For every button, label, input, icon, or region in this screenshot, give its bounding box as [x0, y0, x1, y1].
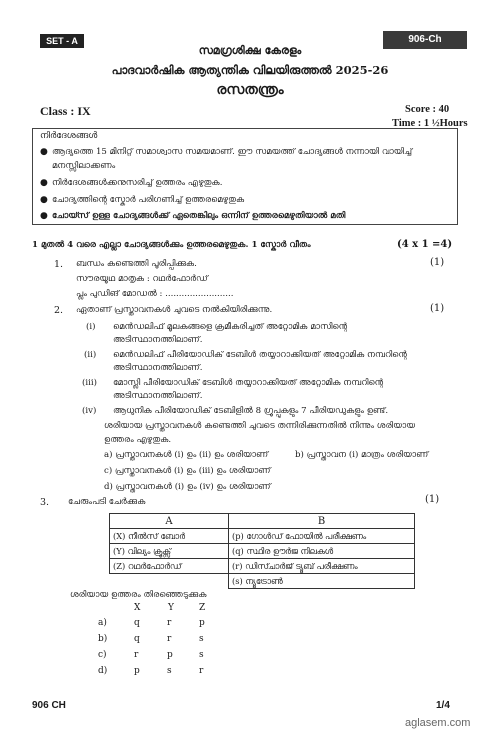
- bullet-icon: ●: [40, 178, 48, 188]
- table-row: [110, 559, 415, 574]
- table-row: [110, 529, 415, 544]
- page-number: 1/4: [436, 700, 450, 711]
- statement-number: (i): [86, 322, 96, 332]
- table-cell: (q) സ്ഥിര ഊർജ നിലകൾ: [229, 544, 415, 559]
- choice-x: q: [134, 634, 140, 644]
- bullet-icon: ●: [40, 195, 48, 205]
- grid-header-y: Y: [168, 603, 174, 613]
- statement-number: (ii): [84, 350, 97, 360]
- choice-z: r: [199, 666, 204, 676]
- q1-line-2: പ്ലം പുഡിങ് മോഡൽ : .........................: [76, 289, 234, 299]
- table-cell: (r) ഡിസ്ചാർജ് ട്യൂബ് പരീക്ഷണം: [229, 559, 415, 574]
- bullet-icon: ●: [40, 147, 48, 157]
- choice-label: a): [98, 618, 107, 628]
- question-marks: (1): [430, 303, 445, 314]
- choice-y: r: [167, 618, 172, 628]
- grid-header-x: X: [134, 603, 141, 613]
- table-row: [110, 544, 415, 559]
- instruction-item-continued: [52, 160, 447, 172]
- instruction-text: ചോദ്യത്തിന്റെ സ്കോർ പരിഗണിച്ച് ഉത്തരമെഴുതുക: [52, 195, 245, 205]
- statement-text: മോസ്ലി പീരിയോഡിക് ടേബിൾ തയ്യാറാക്കിയത് അറ്റോമിക നമ്പറിന്റെ: [113, 378, 384, 388]
- question-number: 1.: [54, 259, 64, 270]
- option-d: d) പ്രസ്താവനകൾ (i) ഉം (iv) ഉം ശരിയാണ്: [104, 482, 271, 492]
- table-row: [110, 574, 415, 589]
- choose-prompt: ശരിയായ ഉത്തരം തിരഞ്ഞെടുക്കുക: [70, 590, 207, 600]
- column-header-a: A: [110, 514, 229, 529]
- choice-label: b): [98, 634, 108, 644]
- table-cell: (Y) വില്യം ക്രൂക്സ്: [110, 544, 229, 559]
- option-a: a) പ്രസ്താവനകൾ (i) ഉം (ii) ഉം ശരിയാണ്: [104, 450, 269, 460]
- choice-label: d): [98, 666, 108, 676]
- grid-header-z: Z: [199, 603, 206, 613]
- bullet-icon: ●: [40, 211, 48, 221]
- statement-text: ആധുനിക പീരിയോഡിക് ടേബിളിൽ 8 ഗ്രൂപ്പുകളും 7 പീരിയഡുകളും ഉണ്ട്.: [113, 406, 389, 416]
- choice-label: c): [98, 650, 107, 660]
- question-number: 3.: [40, 497, 50, 508]
- question-text: ഏതാണ് പ്രസ്താവനകൾ ചുവടെ നൽകിയിരിക്കുന്നു.: [76, 305, 273, 315]
- option-c: c) പ്രസ്താവനകൾ (i) ഉം (iii) ഉം ശരിയാണ്: [104, 466, 271, 476]
- statement-text: അടിസ്ഥാനത്തിലാണ്.: [113, 363, 203, 373]
- footer-paper-code: 906 CH: [32, 700, 66, 711]
- table-cell: (s) ന്യൂട്രോൺ: [229, 574, 415, 589]
- instruction-text: നിർദേശങ്ങൾക്കനുസരിച്ച് ഉത്തരം എഴുതുക.: [52, 178, 223, 188]
- choice-z: p: [199, 618, 205, 628]
- instruction-item: [40, 146, 447, 158]
- question-marks: (1): [430, 257, 445, 268]
- instructions-title: നിർദേശങ്ങൾ: [40, 131, 98, 141]
- exam-title: പാദവാർഷിക ആത്യന്തിക വിലയിരുത്തൽ 2025-26: [111, 63, 389, 77]
- section-heading: 1 മുതൽ 4 വരെ എല്ലാ ചോദ്യങ്ങൾക്കും ഉത്തരമെഴുതുക. 1 സ്കോർ വീതം: [32, 240, 311, 250]
- instruction-text: ചോയ്സ് ഉള്ള ചോദ്യങ്ങൾക്ക് ഏതെങ്കിലും ഒന്നിന് ഉത്തരമെഴുതിയാൽ മതി: [52, 211, 346, 221]
- table-cell: (X) നീൽസ് ബോർ: [110, 529, 229, 544]
- table-cell: (p) ഗോൾഡ് ഫോയിൽ പരീക്ഷണം: [229, 529, 415, 544]
- set-badge: SET - A: [40, 34, 84, 48]
- choice-x: p: [134, 666, 140, 676]
- question-text: ബന്ധം കണ്ടെത്തി പൂരിപ്പിക്കുക.: [76, 259, 197, 269]
- q2-prompt: ഉത്തരം എഴുതുക.: [104, 435, 172, 445]
- choice-z: s: [199, 650, 204, 660]
- choice-y: p: [167, 650, 173, 660]
- section-marks: (4 x 1 =4): [397, 239, 453, 250]
- score-label: Score : 40: [405, 104, 450, 115]
- statement-number: (iii): [82, 378, 97, 388]
- instruction-text: ആദ്യത്തെ 15 മിനിറ്റ് സമാശ്വാസ സമയമാണ്. ഈ സമയത്ത് ചോദ്യങ്ങൾ നന്നായി വായിച്ച്: [52, 147, 413, 157]
- table-header-row: [110, 514, 415, 529]
- match-table: [109, 513, 415, 589]
- question-marks: (1): [425, 494, 440, 505]
- instruction-text: മനസ്സിലാക്കണം: [52, 161, 116, 171]
- instruction-item: [40, 194, 447, 206]
- choice-y: s: [167, 666, 172, 676]
- statement-text: മെൻഡലിഫ് മൂലകങ്ങളെ ക്രമീകരിച്ചത് അറ്റോമിക മാസിന്റെ: [113, 322, 348, 332]
- choice-y: r: [167, 634, 172, 644]
- instruction-item: [40, 210, 447, 222]
- class-label: Class : IX: [40, 104, 91, 118]
- choice-x: r: [134, 650, 139, 660]
- column-header-b: B: [229, 514, 415, 529]
- time-label: Time : 1 ½Hours: [392, 118, 468, 129]
- watermark: aglasem.com: [405, 717, 471, 729]
- question-text: ചേരുംപടി ചേർക്കുക: [68, 497, 146, 507]
- q2-prompt: ശരിയായ പ്രസ്താവനകൾ കണ്ടെത്തി ചുവടെ തന്നിരിക്കുന്നതിൽ നിന്നും ശരിയായ: [104, 421, 416, 431]
- statement-text: മെൻഡലിഫ് പീരിയോഡിക് ടേബിൾ തയ്യാറാക്കിയത് അറ്റോമിക നമ്പറിന്റെ: [113, 350, 407, 360]
- question-number: 2.: [54, 305, 64, 316]
- subject-title: രസതന്ത്രം: [216, 82, 284, 98]
- statement-text: അടിസ്ഥാനത്തിലാണ്.: [113, 335, 203, 345]
- org-title: സമഗ്രശിക്ഷ കേരളം: [198, 44, 302, 57]
- paper-code-badge: 906-Ch: [383, 31, 467, 49]
- table-cell: (Z) റഥർഫോർഡ്: [110, 559, 229, 574]
- instruction-item: [40, 177, 447, 189]
- table-cell: [110, 574, 229, 589]
- option-b: b) പ്രസ്താവന (i) മാത്രം ശരിയാണ്: [295, 450, 429, 460]
- choice-z: s: [199, 634, 204, 644]
- statement-number: (iv): [82, 406, 97, 416]
- q1-line-1: സൗരയൂഥ മാതൃക : റഥർഫോർഡ്: [76, 274, 208, 284]
- statement-text: അടിസ്ഥാനത്തിലാണ്.: [113, 391, 203, 401]
- choice-x: q: [134, 618, 140, 628]
